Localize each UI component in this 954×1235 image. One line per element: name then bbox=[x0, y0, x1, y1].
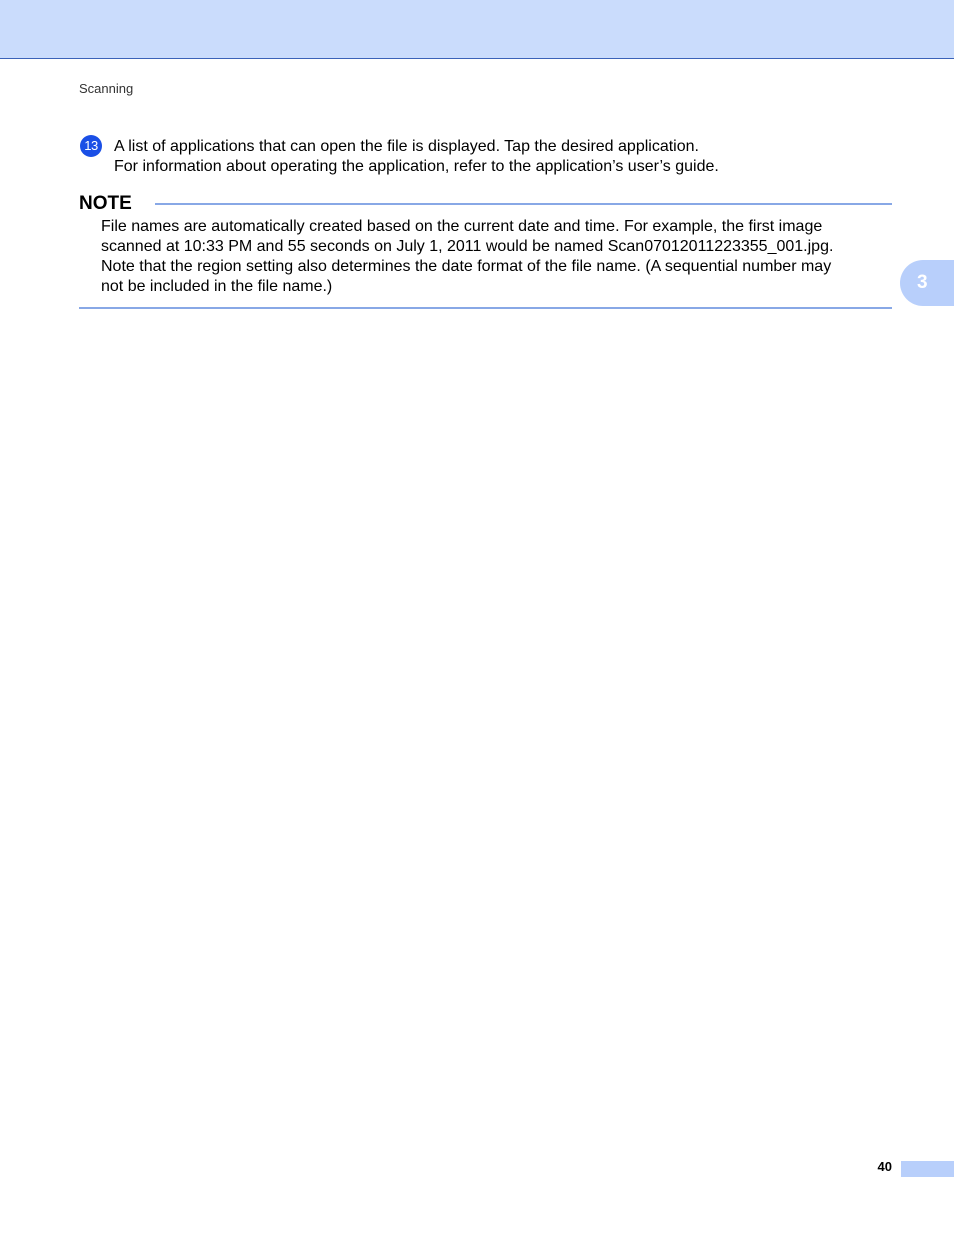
step-text bbox=[114, 137, 894, 177]
note-body bbox=[101, 217, 896, 297]
note-line: File names are automatically created based on the current date and time. For example, the first image bbox=[101, 218, 823, 235]
note-top-rule bbox=[155, 203, 892, 205]
note-title: NOTE bbox=[79, 193, 132, 214]
note-line: Note that the region setting also determines the date format of the file name. (A sequential number may bbox=[101, 258, 832, 275]
note-bottom-rule bbox=[79, 307, 892, 309]
page-number: 40 bbox=[877, 1159, 892, 1174]
step-line: For information about operating the application, refer to the application’s user’s guide. bbox=[114, 158, 719, 175]
header-band bbox=[0, 0, 954, 59]
step-line: A list of applications that can open the file is displayed. Tap the desired application. bbox=[114, 138, 699, 155]
note-line: scanned at 10:33 PM and 55 seconds on July 1, 2011 would be named Scan07012011223355_001.jpg. bbox=[101, 238, 834, 255]
page-number-tab bbox=[901, 1161, 954, 1177]
chapter-tab: 3 bbox=[900, 260, 954, 306]
note-heading bbox=[79, 192, 892, 216]
step-number-badge: 13 bbox=[80, 135, 102, 157]
note-line: not be included in the file name.) bbox=[101, 278, 333, 295]
running-head: Scanning bbox=[79, 81, 134, 96]
